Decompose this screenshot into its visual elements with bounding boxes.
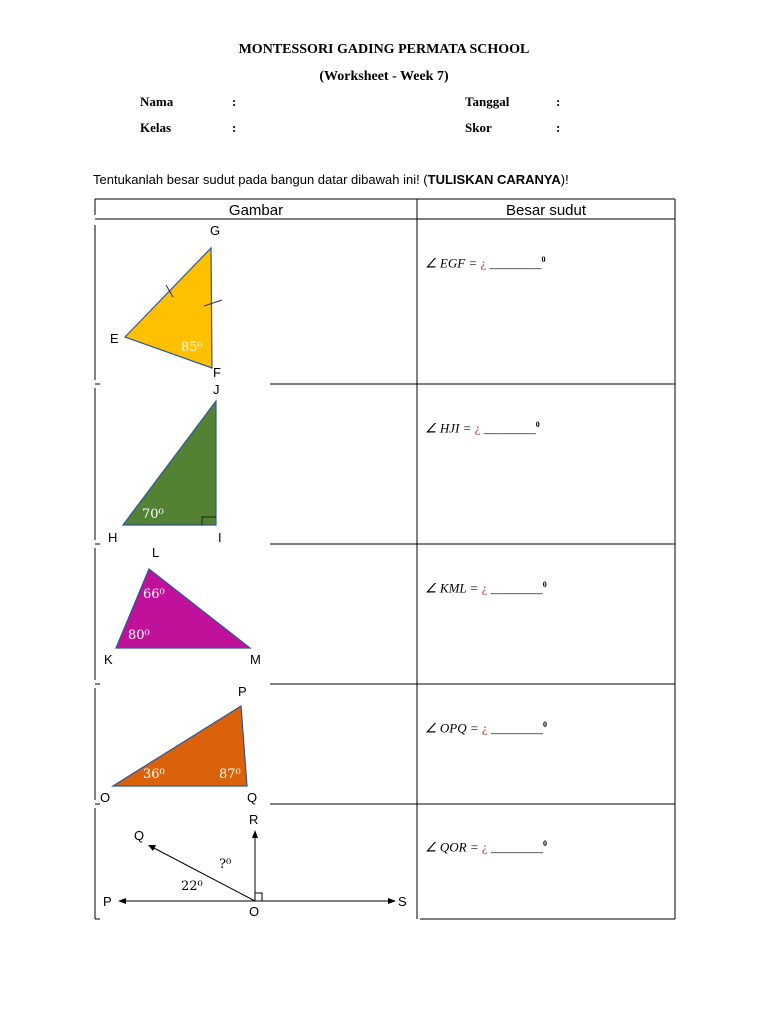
- point-f: F: [213, 365, 221, 380]
- answer-row-2: ∠ HJI = ¿ ________$^0$: [425, 420, 540, 436]
- school-title: MONTESSORI GADING PERMATA SCHOOL: [238, 42, 530, 57]
- answer-blank-1: ________: [486, 255, 542, 271]
- answer-row-3: ∠ KML = ¿ ________$^0$: [425, 580, 547, 596]
- nama-colon: :: [232, 94, 237, 109]
- triangle-hji: [108, 382, 222, 545]
- triangle-hji-shape: [123, 401, 216, 525]
- nama-label: Nama: [140, 94, 174, 109]
- point-r: R: [249, 812, 259, 827]
- point-q: Q: [247, 790, 258, 805]
- triangle-klm: [104, 545, 261, 667]
- point-o: O: [100, 790, 111, 805]
- triangle-opq: [100, 684, 257, 805]
- answer-row-5: ∠ QOR = ¿ ________$^0$: [425, 839, 547, 855]
- point-p: P: [238, 684, 247, 699]
- answer-row-4: ∠ OPQ = ¿ ________$^0$: [425, 720, 547, 736]
- angle-label-qor: ?⁰: [219, 857, 232, 872]
- tanggal-colon: :: [556, 94, 561, 109]
- instruction-emphasis: TULISKAN CARANYA: [427, 172, 561, 187]
- angle-label-o: 36⁰: [143, 767, 165, 782]
- angle-label-f: 85⁰: [181, 340, 203, 355]
- point-k: K: [104, 652, 113, 667]
- point-e: E: [110, 331, 119, 346]
- kelas-colon: :: [232, 120, 237, 135]
- angle-label-k: 80⁰: [128, 628, 150, 643]
- answer-blank-2: ________: [480, 420, 536, 436]
- point-j: J: [213, 382, 220, 397]
- point-p: P: [103, 894, 112, 909]
- point-g: G: [210, 223, 221, 238]
- instruction: Tentukanlah besar sudut pada bangun datar dibawah ini! (TULISKAN CARANYA)!: [93, 172, 569, 187]
- point-i: I: [218, 530, 222, 545]
- angle-label-poq: 22⁰: [181, 879, 203, 894]
- answer-blank-5: ________: [487, 839, 543, 855]
- point-m: M: [250, 652, 261, 667]
- angle-diagram-qor: [103, 812, 407, 919]
- skor-colon: :: [556, 120, 561, 135]
- tanggal-label: Tanggal: [465, 94, 510, 109]
- column-header-gambar: Gambar: [228, 202, 284, 219]
- kelas-label: Kelas: [140, 120, 172, 135]
- answer-blank-4: ________: [487, 720, 543, 736]
- point-h: H: [108, 530, 118, 545]
- angle-label-l: 66⁰: [143, 587, 165, 602]
- answer-blank-3: ________: [487, 580, 543, 596]
- worksheet-subtitle: (Worksheet - Week 7): [319, 69, 449, 84]
- point-q: Q: [134, 828, 145, 843]
- point-s: S: [398, 894, 407, 909]
- point-l: L: [152, 545, 160, 560]
- triangle-egf: [110, 223, 222, 380]
- column-header-besar-sudut: Besar sudut: [505, 202, 587, 219]
- answer-row-1: ∠ EGF = ¿ ________$^0$: [425, 255, 546, 271]
- point-o: O: [249, 904, 260, 919]
- angle-label-h: 70⁰: [142, 507, 164, 522]
- skor-label: Skor: [465, 120, 492, 135]
- angle-label-q: 87⁰: [219, 767, 241, 782]
